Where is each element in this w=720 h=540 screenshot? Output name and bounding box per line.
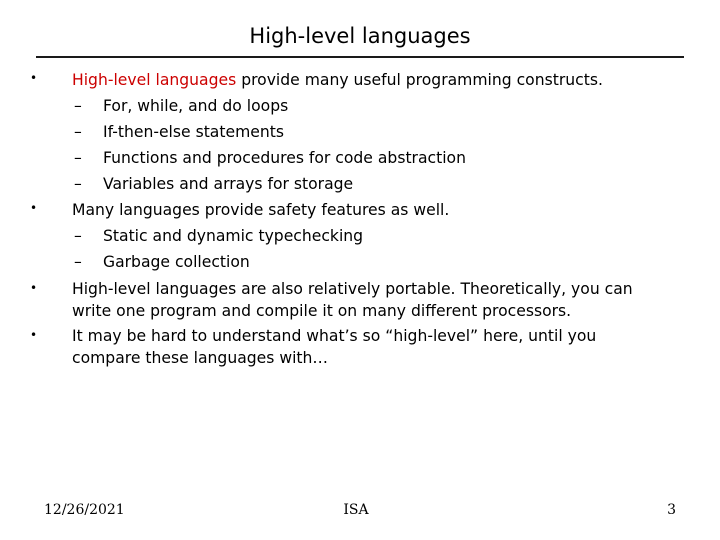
bullet-2-sub-1-marker: – bbox=[74, 227, 82, 245]
bullet-1-sub-3: Functions and procedures for code abstraction bbox=[103, 149, 466, 167]
bullet-1-marker: • bbox=[30, 71, 38, 85]
bullet-1-sub-1-marker: – bbox=[74, 97, 82, 115]
bullet-4-line-2: compare these languages with… bbox=[72, 349, 329, 367]
bullet-1-sub-3-marker: – bbox=[74, 149, 82, 167]
bullet-3-line-1: High-level languages are also relatively portable. Theoretically, you can bbox=[72, 280, 633, 298]
footer-date: 12/26/2021 bbox=[44, 502, 125, 518]
bullet-1-sub-4-marker: – bbox=[74, 175, 82, 193]
bullet-2-text: Many languages provide safety features as well. bbox=[72, 201, 450, 219]
footer-center-label: ISA bbox=[343, 502, 369, 518]
bullet-1-sub-2: If-then-else statements bbox=[103, 123, 284, 141]
bullet-2-sub-2: Garbage collection bbox=[103, 253, 250, 271]
bullet-1-text bbox=[72, 70, 603, 90]
bullet-1-sub-2-marker: – bbox=[74, 123, 82, 141]
bullet-4-line-1: It may be hard to understand what’s so “high-level” here, until you bbox=[72, 327, 597, 345]
bullet-1-sub-1: For, while, and do loops bbox=[103, 97, 289, 115]
bullet-1-highlight: High-level languages bbox=[72, 71, 237, 89]
bullet-2-marker: • bbox=[30, 201, 38, 215]
bullet-2-sub-1: Static and dynamic typechecking bbox=[103, 227, 364, 245]
bullet-1-sub-4: Variables and arrays for storage bbox=[103, 175, 354, 193]
bullet-3-line-2: write one program and compile it on many different processors. bbox=[72, 302, 572, 320]
slide-title: High-level languages bbox=[249, 24, 471, 48]
bullet-4-marker: • bbox=[30, 328, 38, 342]
slide-number: 3 bbox=[667, 502, 676, 518]
bullet-3-marker: • bbox=[30, 281, 38, 295]
bullet-1-rest: provide many useful programming constructs. bbox=[236, 71, 603, 89]
bullet-2-sub-2-marker: – bbox=[74, 253, 82, 271]
